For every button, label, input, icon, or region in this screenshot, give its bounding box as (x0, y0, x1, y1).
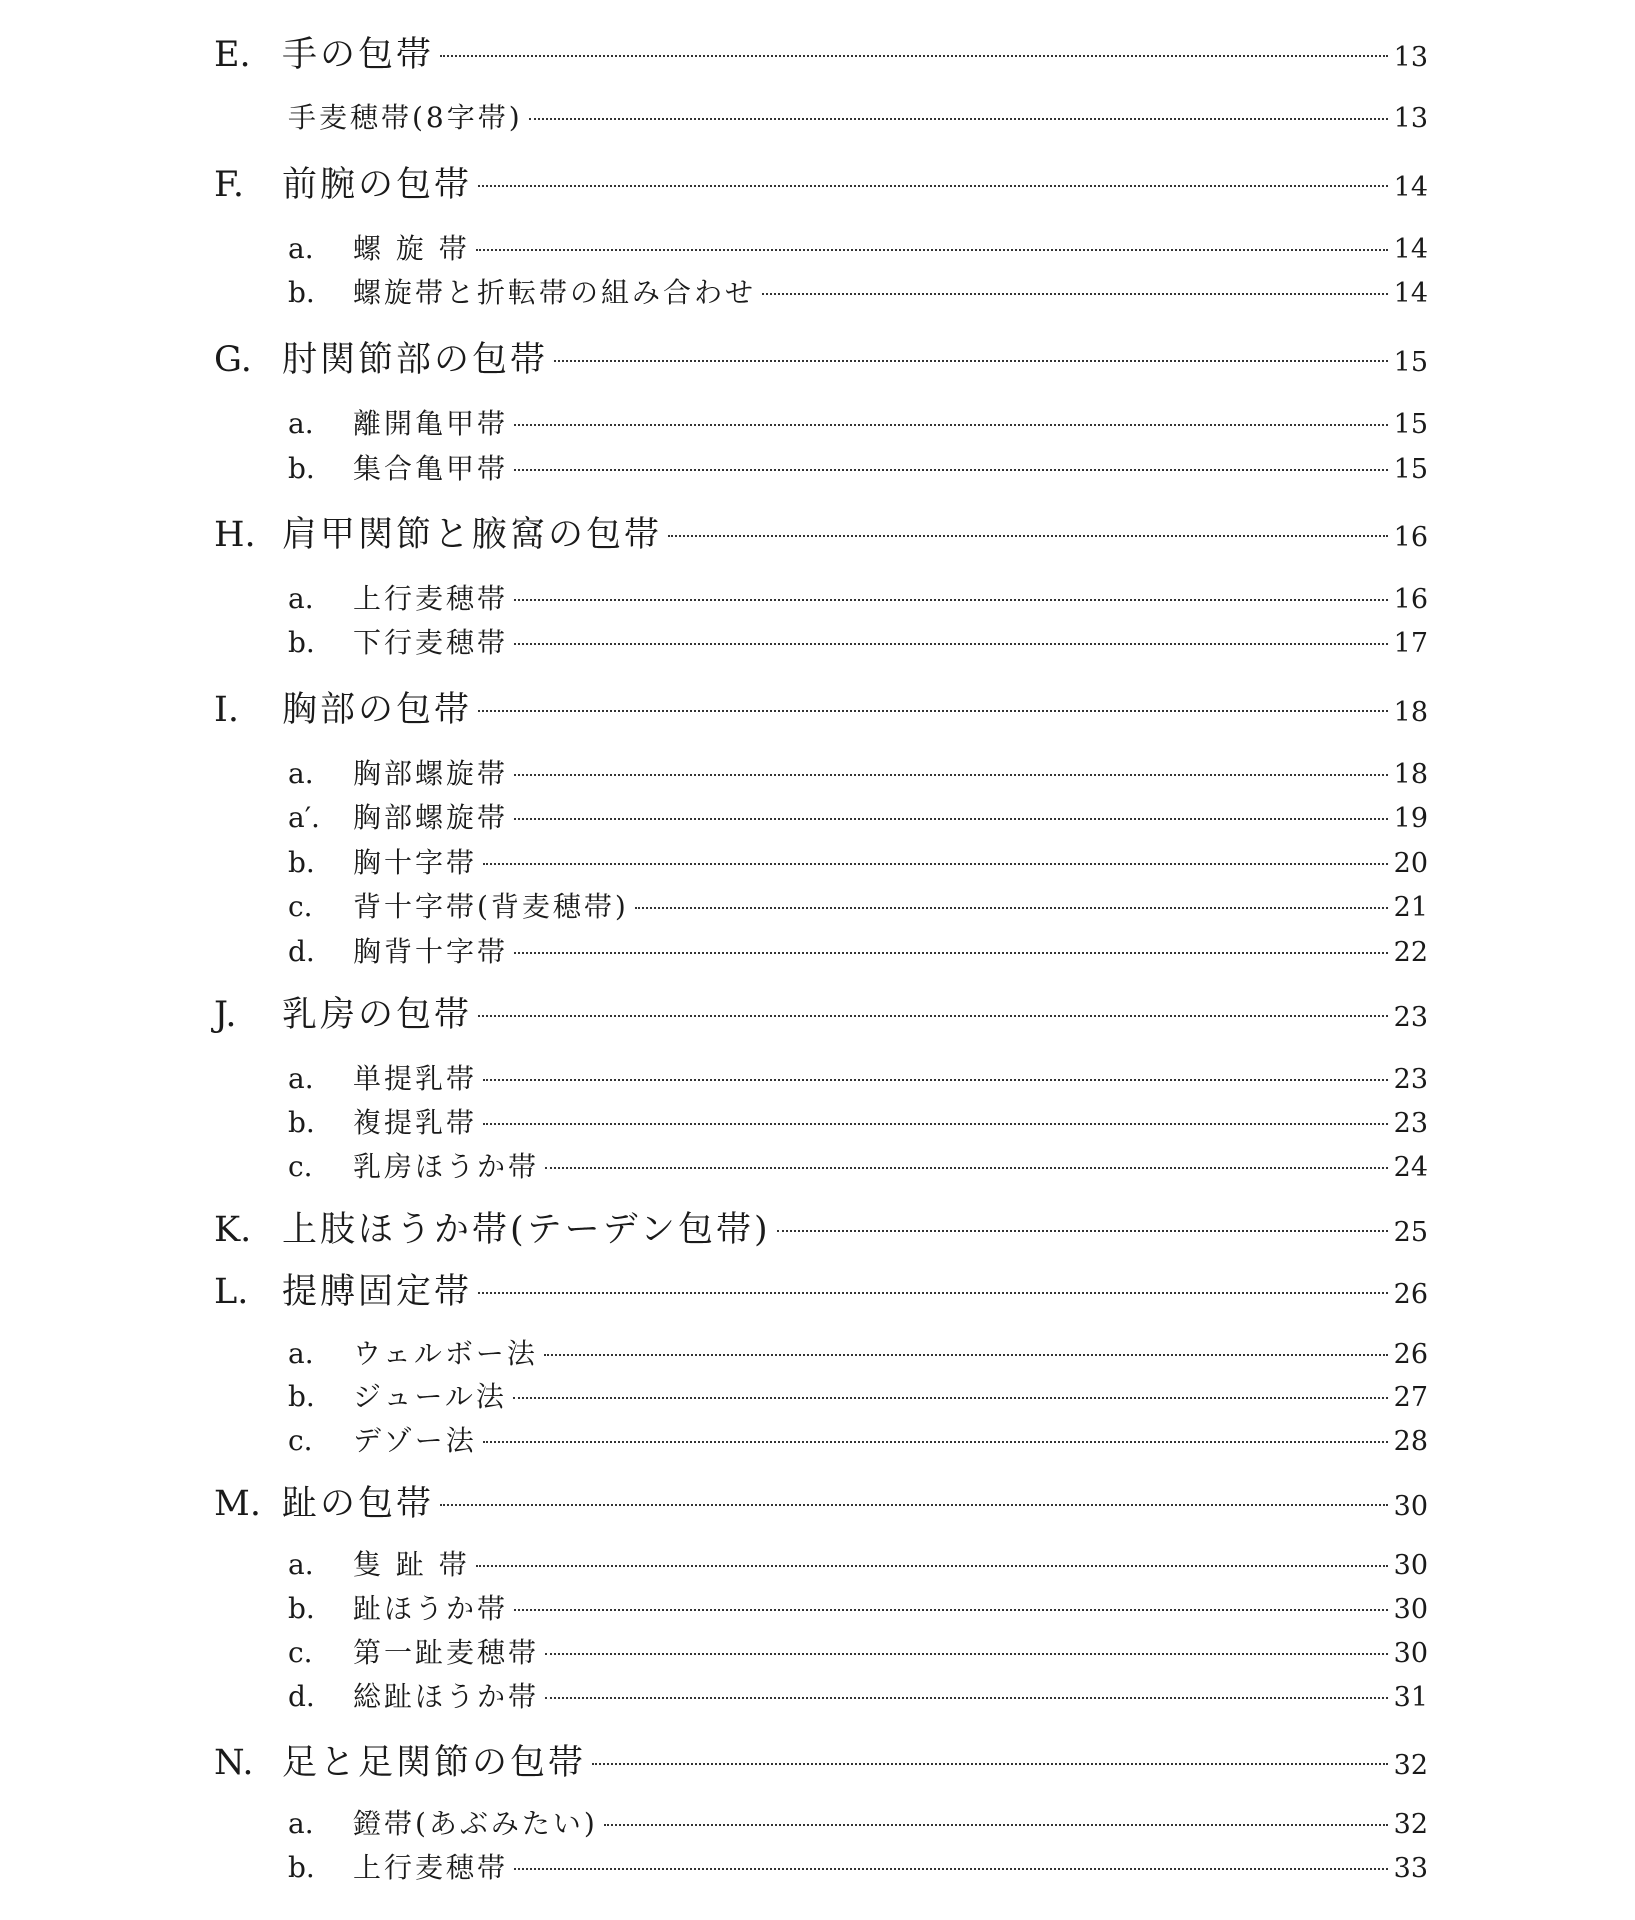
dot-leader (483, 863, 1388, 865)
entry-letter: a. (288, 1337, 314, 1370)
entry-letter: a′. (288, 801, 320, 834)
page-number: 17 (1393, 628, 1428, 659)
page-number: 18 (1393, 759, 1428, 790)
entry-title: 単提乳帯 (353, 1062, 478, 1095)
toc-section-entry (214, 1476, 1428, 1526)
toc-section-entry (214, 507, 1428, 557)
entry-title: 上行麦穂帯 (353, 582, 509, 615)
entry-label (288, 1057, 477, 1097)
entry-title: 胸背十字帯 (353, 935, 509, 968)
entry-label (214, 682, 472, 732)
toc-section-entry (214, 987, 1428, 1037)
entry-title: 総趾ほうか帯 (353, 1680, 540, 1713)
toc-subsection-entry (288, 271, 1428, 311)
entry-letter: c. (288, 1636, 313, 1669)
dot-leader (514, 469, 1388, 471)
entry-label (288, 1631, 539, 1671)
dot-leader (514, 424, 1388, 426)
entry-title: 肩甲関節と腋窩の包帯 (282, 515, 663, 555)
entry-letter: d. (288, 1680, 315, 1713)
entry-letter: J. (214, 995, 237, 1035)
page-number: 24 (1393, 1152, 1428, 1183)
entry-title: 隻 趾 帯 (353, 1548, 470, 1581)
toc-subsection-entry (288, 447, 1428, 487)
dot-leader (777, 1230, 1388, 1232)
dot-leader (440, 1504, 1388, 1506)
toc-subsection-entry (288, 1675, 1428, 1715)
entry-letter: a. (288, 757, 314, 790)
toc-subsection-entry (288, 621, 1428, 661)
dot-leader (668, 535, 1388, 537)
dot-leader (592, 1763, 1388, 1765)
page-number: 30 (1393, 1491, 1428, 1522)
entry-label (288, 577, 508, 617)
entry-title: 前腕の包帯 (282, 165, 473, 205)
entry-label (288, 1145, 539, 1185)
dot-leader (635, 907, 1388, 909)
entry-letter: M. (214, 1484, 261, 1524)
toc-subsection-entry (288, 577, 1428, 617)
entry-title: デゾー法 (353, 1424, 477, 1457)
entry-letter: b. (288, 1106, 315, 1139)
toc-section-entry (214, 1202, 1428, 1252)
page-number: 16 (1393, 522, 1428, 553)
entry-title: 離開亀甲帯 (353, 407, 509, 440)
page-number: 14 (1393, 278, 1428, 309)
toc-section-entry (214, 1735, 1428, 1785)
page-number: 30 (1393, 1638, 1428, 1669)
dot-leader (554, 360, 1388, 362)
dot-leader (483, 1441, 1388, 1443)
entry-label (288, 1675, 539, 1715)
entry-letter: a. (288, 582, 314, 615)
entry-title: 胸部の包帯 (282, 690, 473, 730)
toc-subsection-entry (288, 1101, 1428, 1141)
entry-letter: c. (288, 890, 313, 923)
entry-label (214, 27, 434, 77)
dot-leader (604, 1824, 1388, 1826)
page-number: 32 (1393, 1809, 1428, 1840)
entry-label (214, 1735, 586, 1785)
entry-letter: a. (288, 1548, 314, 1581)
page-number: 15 (1393, 347, 1428, 378)
page-number: 33 (1393, 1853, 1428, 1884)
entry-title: 複提乳帯 (353, 1106, 478, 1139)
dot-leader (545, 1653, 1388, 1655)
page-number: 15 (1393, 409, 1428, 440)
toc-subsection-entry (288, 1375, 1428, 1415)
page-number: 23 (1393, 1064, 1428, 1095)
entry-title: 上行麦穂帯 (353, 1851, 509, 1884)
entry-label (288, 841, 477, 881)
entry-title: 提膊固定帯 (282, 1272, 473, 1312)
entry-title: 手の包帯 (282, 35, 435, 75)
entry-title: 足と足関節の包帯 (282, 1743, 587, 1783)
toc-subsection-entry (288, 885, 1428, 925)
page-number: 14 (1393, 172, 1428, 203)
entry-letter: N. (214, 1743, 254, 1783)
entry-label (288, 1846, 508, 1886)
entry-letter: d. (288, 935, 315, 968)
toc-subsection-entry (288, 841, 1428, 881)
entry-letter: I. (214, 690, 239, 730)
entry-letter: b. (288, 276, 315, 309)
dot-leader (478, 185, 1388, 187)
entry-letter: K. (214, 1210, 252, 1250)
entry-title: 第一趾麦穂帯 (353, 1636, 540, 1669)
toc-subsection-entry (288, 1057, 1428, 1097)
entry-label (288, 621, 508, 661)
page-number: 30 (1393, 1594, 1428, 1625)
entry-label (288, 271, 756, 311)
entry-title: 手麦穂帯(8字帯) (288, 101, 523, 134)
toc-subsection-entry (288, 1631, 1428, 1671)
page-number: 20 (1393, 848, 1428, 879)
entry-label (288, 930, 508, 970)
entry-label (214, 987, 472, 1037)
entry-title: 上肢ほうか帯(テーデン包帯) (282, 1210, 771, 1250)
page-number: 22 (1393, 937, 1428, 968)
entry-label (214, 1476, 434, 1526)
dot-leader (483, 1079, 1388, 1081)
entry-letter: H. (214, 515, 256, 555)
entry-label (214, 157, 472, 207)
entry-letter: G. (214, 340, 252, 380)
entry-letter: b. (288, 1380, 315, 1413)
entry-label (288, 1587, 508, 1627)
page-number: 14 (1393, 234, 1428, 265)
toc-section-entry (214, 682, 1428, 732)
entry-letter: a. (288, 1062, 314, 1095)
page-number: 30 (1393, 1550, 1428, 1581)
toc-subsection-entry (288, 1332, 1428, 1372)
entry-title: 乳房ほうか帯 (353, 1150, 540, 1183)
dot-leader (514, 1609, 1388, 1611)
page-number: 23 (1393, 1002, 1428, 1033)
entry-title: 下行麦穂帯 (353, 626, 509, 659)
page-number: 26 (1393, 1339, 1428, 1370)
dot-leader (514, 818, 1388, 820)
toc-subsection-entry (288, 752, 1428, 792)
entry-title: 鐙帯(あぶみたい) (353, 1807, 598, 1840)
entry-title: 趾の包帯 (282, 1484, 435, 1524)
entry-title: ウェルボー法 (353, 1337, 538, 1370)
entry-letter: c. (288, 1150, 313, 1183)
page-number: 25 (1393, 1217, 1428, 1248)
toc-section-entry (214, 27, 1428, 77)
toc-subsection-entry (288, 796, 1428, 836)
page-number: 31 (1393, 1682, 1428, 1713)
entry-letter: F. (214, 165, 244, 205)
dot-leader (762, 293, 1388, 295)
dot-leader (544, 1354, 1388, 1356)
page-number: 23 (1393, 1108, 1428, 1139)
entry-title: 趾ほうか帯 (353, 1592, 509, 1625)
entry-title: 螺旋帯と折転帯の組み合わせ (353, 276, 757, 309)
entry-label (288, 796, 508, 836)
page-number: 13 (1393, 103, 1428, 134)
entry-label (288, 752, 508, 792)
dot-leader (478, 1015, 1388, 1017)
entry-title: 乳房の包帯 (282, 995, 473, 1035)
entry-label (288, 1375, 507, 1415)
entry-label (288, 1802, 598, 1842)
entry-label (214, 1202, 771, 1252)
dot-leader (514, 643, 1388, 645)
page-number: 18 (1393, 697, 1428, 728)
entry-letter: b. (288, 1592, 315, 1625)
entry-label (288, 1543, 470, 1583)
toc-section-entry (214, 1264, 1428, 1314)
page-number: 19 (1393, 803, 1428, 834)
dot-leader (478, 1292, 1388, 1294)
page-number: 28 (1393, 1426, 1428, 1457)
entry-title: 胸部螺旋帯 (353, 801, 509, 834)
entry-label (288, 1332, 538, 1372)
entry-letter: b. (288, 452, 315, 485)
dot-leader (478, 710, 1388, 712)
toc-subsection-entry (288, 1419, 1428, 1459)
toc-subsection-entry (288, 96, 1428, 136)
entry-letter: c. (288, 1424, 313, 1457)
entry-letter: b. (288, 626, 315, 659)
entry-title: 肘関節部の包帯 (282, 340, 549, 380)
dot-leader (513, 1397, 1388, 1399)
dot-leader (545, 1697, 1388, 1699)
entry-label (214, 507, 662, 557)
entry-letter: a. (288, 232, 314, 265)
dot-leader (483, 1123, 1388, 1125)
entry-label (288, 1101, 477, 1141)
entry-title: 胸十字帯 (353, 846, 478, 879)
entry-label (288, 885, 629, 925)
page-number: 26 (1393, 1279, 1428, 1310)
toc-section-entry (214, 157, 1428, 207)
entry-label (288, 96, 523, 136)
toc-subsection-entry (288, 1145, 1428, 1185)
dot-leader (514, 599, 1388, 601)
dot-leader (514, 1868, 1388, 1870)
entry-title: 螺 旋 帯 (353, 232, 470, 265)
page-number: 32 (1393, 1750, 1428, 1781)
dot-leader (514, 952, 1388, 954)
entry-label (288, 402, 508, 442)
entry-label (288, 447, 508, 487)
dot-leader (514, 774, 1388, 776)
entry-letter: L. (214, 1272, 249, 1312)
dot-leader (440, 55, 1388, 57)
toc-subsection-entry (288, 227, 1428, 267)
entry-label (214, 1264, 472, 1314)
toc-subsection-entry (288, 930, 1428, 970)
dot-leader (476, 249, 1388, 251)
entry-letter: a. (288, 407, 314, 440)
page-number: 15 (1393, 454, 1428, 485)
dot-leader (545, 1167, 1388, 1169)
toc-subsection-entry (288, 1587, 1428, 1627)
entry-title: 集合亀甲帯 (353, 452, 509, 485)
entry-letter: E. (214, 35, 251, 75)
entry-title: 胸部螺旋帯 (353, 757, 509, 790)
page-number: 27 (1393, 1382, 1428, 1413)
entry-label (288, 1419, 477, 1459)
toc-subsection-entry (288, 1802, 1428, 1842)
entry-label (288, 227, 470, 267)
entry-title: 背十字帯(背麦穂帯) (353, 890, 629, 923)
dot-leader (529, 118, 1388, 120)
page-number: 13 (1393, 42, 1428, 73)
entry-label (214, 332, 548, 382)
entry-letter: b. (288, 846, 315, 879)
toc-subsection-entry (288, 402, 1428, 442)
entry-letter: b. (288, 1851, 315, 1884)
dot-leader (476, 1565, 1388, 1567)
toc-subsection-entry (288, 1846, 1428, 1886)
entry-title: ジュール法 (353, 1380, 507, 1413)
page-number: 21 (1393, 892, 1428, 923)
entry-letter: a. (288, 1807, 314, 1840)
toc-subsection-entry (288, 1543, 1428, 1583)
page-number: 16 (1393, 584, 1428, 615)
toc-section-entry (214, 332, 1428, 382)
